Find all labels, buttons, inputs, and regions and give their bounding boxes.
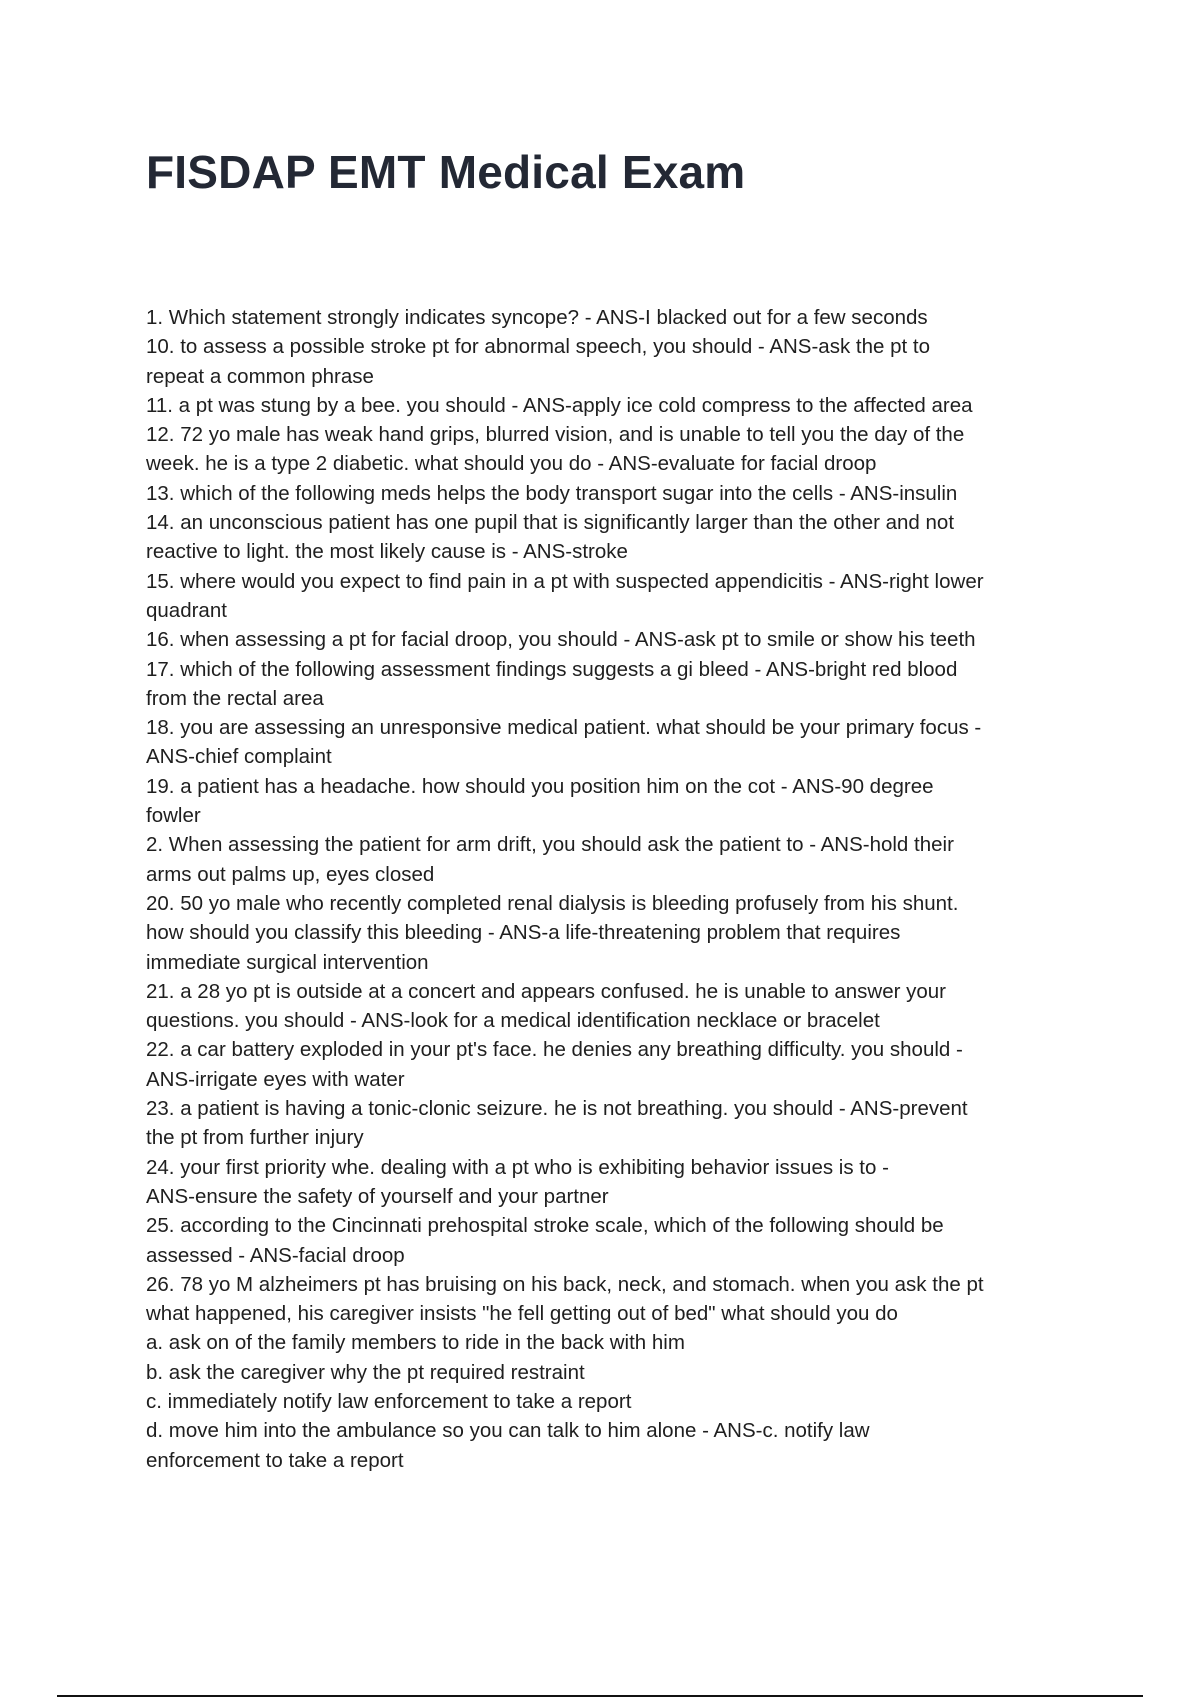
text-line: week. he is a type 2 diabetic. what should you do - ANS-evaluate for facial droop [146, 452, 877, 476]
text-line: 18. you are assessing an unresponsive medical patient. what should be your primary focus - [146, 716, 982, 740]
text-line: ANS-ensure the safety of yourself and your partner [146, 1184, 609, 1208]
text-line: ANS-chief complaint [146, 745, 332, 769]
text-line: 11. a pt was stung by a bee. you should - ANS-apply ice cold compress to the affected area [146, 393, 973, 417]
text-line: reactive to light. the most likely cause is - ANS-stroke [146, 540, 628, 564]
text-line: 12. 72 yo male has weak hand grips, blurred vision, and is unable to tell you the day of the [146, 423, 965, 447]
text-line: how should you classify this bleeding - ANS-a life-threatening problem that requires [146, 921, 901, 945]
text-line: 25. according to the Cincinnati prehospital stroke scale, which of the following should be [146, 1214, 944, 1238]
question-answer-list [146, 303, 1066, 1475]
text-line: questions. you should - ANS-look for a medical identification necklace or bracelet [146, 1009, 880, 1033]
page-title: FISDAP EMT Medical Exam [146, 146, 746, 198]
footer-divider [57, 1695, 1143, 1697]
text-line: arms out palms up, eyes closed [146, 862, 435, 886]
text-line: 23. a patient is having a tonic-clonic seizure. he is not breathing. you should - ANS-prevent [146, 1097, 968, 1121]
text-line: what happened, his caregiver insists "he fell getting out of bed" what should you do [146, 1302, 898, 1326]
text-line: assessed - ANS-facial droop [146, 1243, 405, 1267]
text-line: fowler [146, 804, 201, 828]
text-line: c. immediately notify law enforcement to take a report [146, 1389, 632, 1413]
text-line: 10. to assess a possible stroke pt for abnormal speech, you should - ANS-ask the pt to [146, 335, 930, 359]
text-line: repeat a common phrase [146, 364, 374, 388]
text-line: 1. Which statement strongly indicates syncope? - ANS-I blacked out for a few seconds [146, 306, 928, 329]
text-line: 21. a 28 yo pt is outside at a concert and appears confused. he is unable to answer your [146, 979, 947, 1003]
text-line: 22. a car battery exploded in your pt's face. he denies any breathing difficulty. you should - [146, 1038, 963, 1062]
text-line: 15. where would you expect to find pain in a pt with suspected appendicitis - ANS-right lower [146, 569, 984, 593]
text-line: b. ask the caregiver why the pt required restraint [146, 1360, 585, 1384]
text-line: from the rectal area [146, 686, 324, 710]
text-line: 16. when assessing a pt for facial droop, you should - ANS-ask pt to smile or show his teeth [146, 628, 976, 652]
text-line: enforcement to take a report [146, 1448, 404, 1472]
text-line: quadrant [146, 598, 227, 622]
text-line: d. move him into the ambulance so you can talk to him alone - ANS-c. notify law [146, 1419, 870, 1443]
text-line: 24. your first priority whe. dealing with a pt who is exhibiting behavior issues is to - [146, 1155, 889, 1179]
text-line: 19. a patient has a headache. how should you position him on the cot - ANS-90 degree [146, 774, 934, 798]
text-line: the pt from further injury [146, 1126, 364, 1150]
text-line: a. ask on of the family members to ride in the back with him [146, 1331, 685, 1355]
text-line: 13. which of the following meds helps the body transport sugar into the cells - ANS-insulin [146, 481, 958, 505]
text-line: 20. 50 yo male who recently completed renal dialysis is bleeding profusely from his shunt. [146, 891, 959, 915]
text-line: ANS-irrigate eyes with water [146, 1067, 405, 1091]
text-line: 17. which of the following assessment findings suggests a gi bleed - ANS-bright red blood [146, 657, 958, 681]
text-line: 26. 78 yo M alzheimers pt has bruising on his back, neck, and stomach. when you ask the pt [146, 1272, 984, 1296]
text-line: immediate surgical intervention [146, 950, 429, 974]
text-line: 2. When assessing the patient for arm drift, you should ask the patient to - ANS-hold their [146, 833, 954, 857]
text-line: 14. an unconscious patient has one pupil that is significantly larger than the other and not [146, 511, 955, 535]
